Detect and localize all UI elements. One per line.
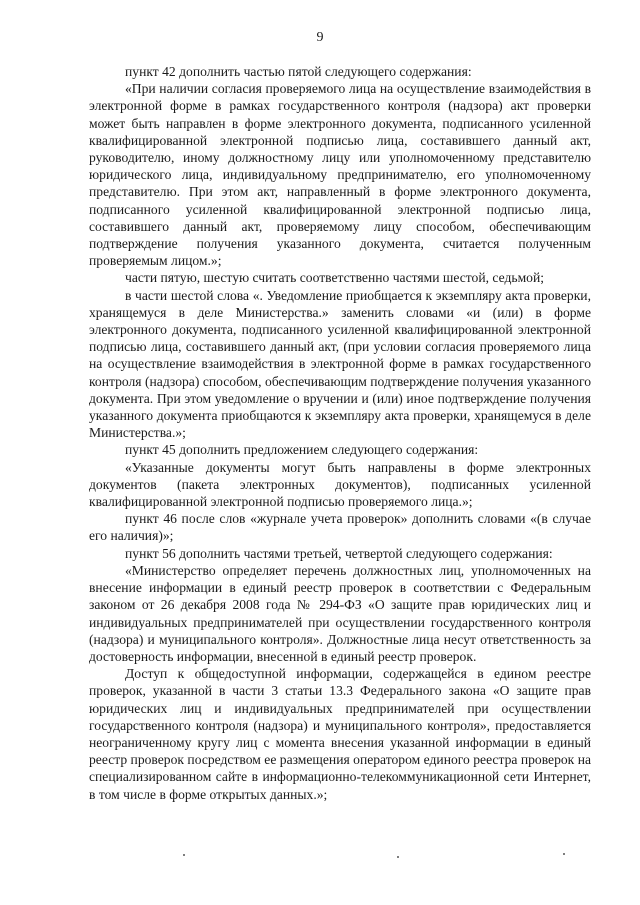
paragraph-part-six-replace: в части шестой слова «. Уведомление приобщается к экземпляру акта проверки, хранящемуся в деле Министерства.» заменить словами «и (или) в форме электронного документа, подписанного усиленной квалифицированной электронной подписью лица, составившего данный акт, (при условии согласия проверяемого лица на осуществление взаимодействия в электронной форме в рамках государственного контроля (надзора) способом, обеспечивающим подтверждение получения указанного документа. При этом уведомление о вручении и (или) иное подтверждение получения указанного документа приобщаются к экземпляру акта проверки, хранящемуся в деле Министерства.»; xyxy=(89,287,591,441)
scan-speck xyxy=(397,856,399,858)
paragraph-item-45: пункт 45 дополнить предложением следующего содержания: xyxy=(125,442,479,458)
paragraph-item-42: пункт 42 дополнить частью пятой следующего содержания: xyxy=(125,64,472,79)
paragraph-electronic-documents: «Указанные документы могут быть направлены в форме электронных документов (пакета электронных документов), подписанных усиленной квалифицированной электронной подписью проверяемого лица.»; xyxy=(89,459,591,510)
paragraph-public-access: Доступ к общедоступной информации, содержащейся в едином реестре проверок, указанной в части 3 статьи 13.3 Федерального закона «О защите прав юридических лиц и индивидуальных предпринимателей при осуществлении государственного контроля (надзора) и муниципального контроля», предоставляется неограниченному кругу лиц с момента внесения указанной информации в единый реестр проверок посредством ее размещения оператором единого реестра проверок на специализированном сайте в информационно-телекоммуникационной сети Интернет, в том числе в форме открытых данных.»; xyxy=(89,666,591,802)
paragraph-item-46: пункт 46 после слов «журнале учета проверок» дополнить словами «(в случае его наличия)»; xyxy=(89,511,591,544)
document-body xyxy=(89,63,591,803)
paragraph-renumber-parts: части пятую, шестую считать соответственно частями шестой, седьмой; xyxy=(125,270,545,286)
scan-speck xyxy=(183,854,185,856)
paragraph-ministry-officials: «Министерство определяет перечень должностных лиц, уполномоченных на внесение информации в единый реестр проверок в соответствии с Федеральным законом от 26 декабря 2008 года № 294-ФЗ «О защите прав юридических лиц и индивидуальных предпринимателей при осуществлении государственного контроля (надзора) и муниципального контроля». Должностные лица несут ответственность за достоверность информации, внесенной в единый реестр проверок. xyxy=(89,562,591,664)
page-number: 9 xyxy=(316,30,324,45)
paragraph-item-56: пункт 56 дополнить частями третьей, четвертой следующего содержания: xyxy=(125,545,553,561)
scan-speck xyxy=(563,853,565,855)
scan-specks xyxy=(0,852,640,862)
paragraph-electronic-act: «При наличии согласия проверяемого лица на осуществление взаимодействия в электронной форме в рамках государственного контроля (надзора) акт проверки может быть направлен в форме электронного документа, подписанного усиленной квалифицированной электронной подписью лица, составившего данный акт, руководителю, иному должностному лицу или уполномоченному представителю юридического лица, индивидуальному предпринимателю, его уполномоченному представителю. При этом акт, направленный в форме электронного документа, подписанного усиленной квалифицированной электронной подписью лица, составившего данный акт, проверяемому лицу способом, обеспечивающим подтверждение получения указанного документа, считается полученным проверяемым лицом.»; xyxy=(89,81,591,269)
